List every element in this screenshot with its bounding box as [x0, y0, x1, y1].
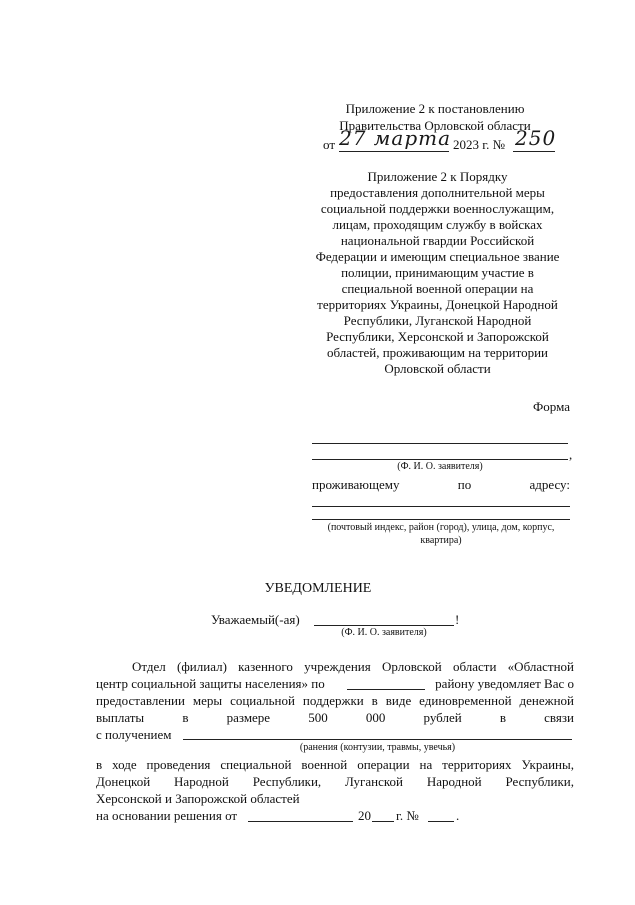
name-comma: , — [569, 447, 573, 462]
word: Луганской — [345, 774, 403, 789]
appendix-line: специальной военной операции на — [341, 281, 534, 296]
address-caption-1: (почтовый индекс, район (город), улица, дом, корпус, — [327, 522, 555, 533]
date-underline — [339, 151, 449, 152]
appendix-line: территориях Украины, Донецкой Народной — [317, 297, 558, 312]
decision-prefix: на основании решения от — [96, 808, 238, 823]
body-p1-line3: предоставлении меры социальной поддержки в виде единовременной денежной — [96, 693, 574, 708]
body-p2-line3: Херсонской и Запорожской областей — [96, 791, 300, 806]
district-blank[interactable] — [347, 689, 425, 690]
greeting-text: Уважаемый(-ая) — [211, 612, 300, 627]
greeting-exclaim: ! — [455, 612, 460, 627]
decision-year: 20 — [358, 808, 371, 823]
word: адресу: — [529, 477, 570, 492]
injury-caption: (ранения (контузии, травмы, увечья) — [299, 742, 456, 753]
word: Донецкой — [96, 774, 151, 789]
name-line-2[interactable] — [312, 459, 568, 460]
word: рублей — [423, 710, 462, 725]
word: Народной — [426, 774, 482, 789]
body-p3-line — [96, 808, 496, 824]
body-p1-line4 — [96, 710, 574, 726]
appendix-line: Орловской области — [384, 361, 491, 376]
word: по — [457, 477, 472, 492]
word: в — [499, 710, 506, 725]
document-title: УВЕДОМЛЕНИЕ — [264, 581, 372, 596]
word: выплаты — [96, 710, 145, 725]
body-p1-line5: с получением — [96, 727, 172, 742]
word: Республики, — [505, 774, 574, 789]
greeting-name-line[interactable] — [314, 625, 454, 626]
word: Народной — [174, 774, 229, 789]
residing-line — [312, 477, 570, 493]
injury-blank[interactable] — [183, 739, 572, 740]
appendix-line: Республики, Луганской Народной — [343, 313, 532, 328]
appendix-line: Приложение 2 к Порядку — [367, 169, 508, 184]
word: Республики, — [252, 774, 322, 789]
appendix-line: Республики, Херсонской и Запорожской — [326, 329, 549, 344]
appendix-line: социальной поддержки военнослужащим, — [320, 201, 555, 216]
address-line-1[interactable] — [312, 506, 570, 507]
appendix-block — [300, 169, 575, 377]
word: 500 — [308, 710, 328, 725]
date-year: 2023 г. № — [453, 137, 506, 152]
word: в — [182, 710, 189, 725]
decision-date-blank[interactable] — [248, 821, 353, 822]
header-line-1: Приложение 2 к постановлению — [345, 101, 525, 116]
body-p2-line1: в ходе проведения специальной военной операции на территориях Украины, — [96, 757, 574, 772]
appendix-line: Федерации и имеющим специальное звание — [315, 249, 560, 264]
form-label: Форма — [533, 399, 570, 414]
appendix-line: лицам, проходящим службу в войсках — [332, 217, 543, 232]
decision-number-blank[interactable] — [428, 821, 454, 822]
body-p1-line2-start: центр социальной защиты населения» по — [96, 676, 325, 691]
appendix-line: полиции, принимающим участие в — [341, 265, 534, 280]
date-prefix: от — [323, 137, 336, 152]
word: связи — [544, 710, 574, 725]
word: проживающему — [312, 477, 400, 492]
word: 000 — [365, 710, 386, 725]
header-date-line — [323, 126, 583, 157]
name-caption: (Ф. И. О. заявителя) — [397, 461, 483, 472]
handwritten-date: 27 марта — [339, 126, 452, 150]
address-caption-2: квартира) — [420, 535, 462, 546]
decision-number-label: г. № — [396, 808, 419, 823]
greeting-caption: (Ф. И. О. заявителя) — [341, 627, 427, 638]
body-p1-line2-end: району уведомляет Вас о — [435, 676, 574, 691]
appendix-line: областей, проживающим на территории — [327, 345, 548, 360]
decision-end: . — [456, 808, 460, 823]
address-line-2[interactable] — [312, 519, 570, 520]
appendix-line: национальной гвардии Российской — [340, 233, 535, 248]
name-line-1[interactable] — [312, 443, 568, 444]
header-line-2: Правительства Орловской области — [339, 118, 531, 133]
body-p2-line2 — [96, 774, 574, 790]
number-underline — [513, 151, 555, 152]
body-p1-line1: Отдел (филиал) казенного учреждения Орловской области «Областной — [132, 659, 574, 674]
handwritten-number: 250 — [515, 126, 557, 150]
appendix-line: предоставления дополнительной меры — [330, 185, 545, 200]
word: размере — [226, 710, 271, 725]
body-p1-line2 — [96, 676, 574, 692]
decision-year-blank[interactable] — [372, 821, 394, 822]
